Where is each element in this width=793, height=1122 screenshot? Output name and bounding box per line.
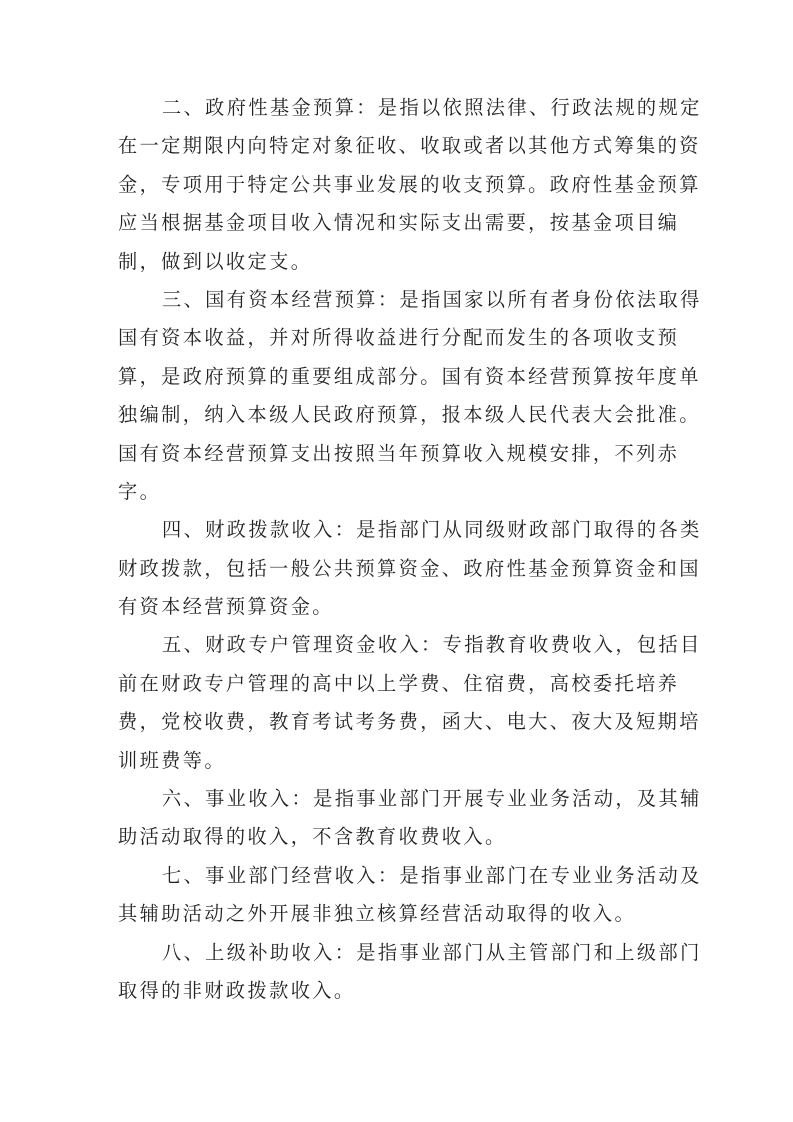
text-line: 在一定期限内向特定对象征收、收取或者以其他方式筹集的资	[118, 134, 701, 158]
text-line: 二、政府性基金预算：是指以依照法律、行政法规的规定	[162, 96, 702, 119]
text-line: 七、事业部门经营收入：是指事业部门在专业业务活动及	[162, 863, 702, 887]
document-body	[118, 89, 702, 1010]
text-line: 前在财政专户管理的高中以上学费、住宿费，高校委托培养	[118, 671, 680, 695]
paragraph-special-account-income	[118, 626, 702, 780]
text-line: 制，做到以收定支。	[118, 249, 313, 273]
text-line: 有资本经营预算资金。	[118, 595, 334, 619]
paragraph-superior-subsidy-income	[118, 934, 702, 1011]
paragraph-fiscal-appropriation-income	[118, 511, 702, 626]
text-line: 助活动取得的收入，不含教育收费收入。	[118, 825, 507, 849]
text-line: 国有资本收益，并对所得收益进行分配而发生的各项收支预	[118, 326, 680, 350]
text-line: 取得的非财政拨款收入。	[118, 978, 356, 1002]
text-line: 独编制，纳入本级人民政府预算，报本级人民代表大会批准。	[118, 403, 701, 427]
text-line: 费，党校收费，教育考试考务费，函大、电大、夜大及短期培	[118, 710, 701, 734]
text-line: 八、上级补助收入：是指事业部门从主管部门和上级部门	[162, 940, 702, 964]
text-line: 四、财政拨款收入：是指部门从同级财政部门取得的各类	[162, 518, 702, 542]
text-line: 字。	[118, 479, 162, 503]
text-line: 三、国有资本经营预算：是指国家以所有者身份依法取得	[162, 287, 702, 311]
text-line: 其辅助活动之外开展非独立核算经营活动取得的收入。	[118, 902, 637, 926]
text-line: 训班费等。	[118, 748, 226, 772]
text-line: 六、事业收入：是指事业部门开展专业业务活动，及其辅	[162, 787, 702, 811]
paragraph-business-income	[118, 780, 702, 857]
text-line: 应当根据基金项目收入情况和实际支出需要，按基金项目编	[118, 211, 680, 235]
text-line: 算，是政府预算的重要组成部分。国有资本经营预算按年度单	[118, 364, 701, 388]
paragraph-operating-income	[118, 857, 702, 934]
text-line: 金，专项用于特定公共事业发展的收支预算。政府性基金预算	[118, 172, 701, 196]
paragraph-state-capital-budget	[118, 281, 702, 511]
text-line: 国有资本经营预算支出按照当年预算收入规模安排，不列赤	[118, 441, 680, 465]
text-line: 五、财政专户管理资金收入：专指教育收费收入，包括目	[162, 633, 702, 657]
paragraph-government-fund-budget	[118, 89, 702, 281]
text-line: 财政拨款，包括一般公共预算资金、政府性基金预算资金和国	[118, 556, 701, 580]
